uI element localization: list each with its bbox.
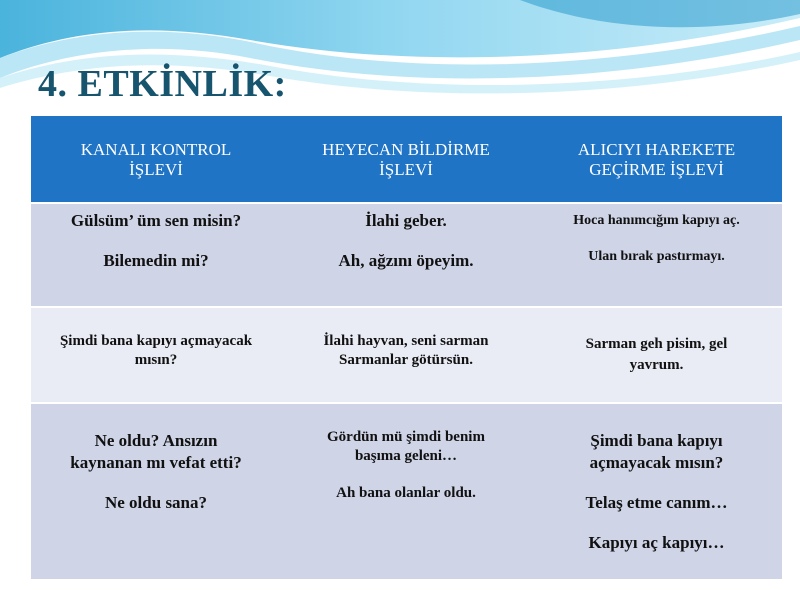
cell-text: Ulan bırak pastırmayı. [588,249,725,264]
header-text: HEYECAN BİLDİRME [322,140,490,159]
header-cell-channel-control [31,116,281,202]
cell-text: İlahi hayvan, seni sarman [323,333,489,349]
cell-text: mısın? [134,352,178,368]
table-cell [531,402,782,579]
header-text: ALICIYI HAREKETE [577,140,736,159]
table-cell [31,402,281,579]
header-cell-conative [531,116,782,202]
cell-text: Sarmanlar götürsün. [339,352,473,368]
table-cell [281,306,531,402]
cell-text: Ah, ağzını öpeyim. [338,251,474,270]
cell-text: Ne oldu sana? [104,493,208,512]
header-text: GEÇİRME İŞLEVİ [589,160,724,179]
cell-text: açmayacak mısın? [589,453,724,472]
table-cell [31,306,281,402]
header-cell-emotive [281,116,531,202]
header-text: İŞLEVİ [129,160,183,179]
table-cell [281,202,531,306]
cell-text: Gördün mü şimdi benim [327,429,485,445]
cell-text: Bilemedin mi? [103,251,209,270]
cell-text: başıma geleni… [354,448,458,464]
cell-text: Telaş etme canım… [585,493,728,512]
table-cell [281,402,531,579]
cell-text: Şimdi bana kapıyı [590,431,723,450]
cell-text: kaynanan mı vefat etti? [70,453,242,472]
cell-text: Şimdi bana kapıyı açmayacak [59,333,253,349]
cell-text: Hoca hanımcığım kapıyı aç. [573,213,740,228]
cell-text: yavrum. [629,357,684,373]
cell-text: İlahi geber. [365,211,447,230]
cell-text: Sarman geh pisim, gel [585,336,728,352]
cell-text: Ne oldu? Ansızın [94,431,218,450]
table-cell [531,202,782,306]
slide-title: 4. ETKİNLİK: [38,63,287,105]
table-cell [531,306,782,402]
header-text: KANALI KONTROL [80,140,232,159]
activity-table [31,116,782,579]
cell-text: Gülsüm’ üm sen misin? [70,211,242,230]
cell-text: Ah bana olanlar oldu. [336,485,476,501]
table-cell [31,202,281,306]
cell-text: Kapıyı aç kapıyı… [588,533,725,552]
header-text: İŞLEVİ [379,160,433,179]
